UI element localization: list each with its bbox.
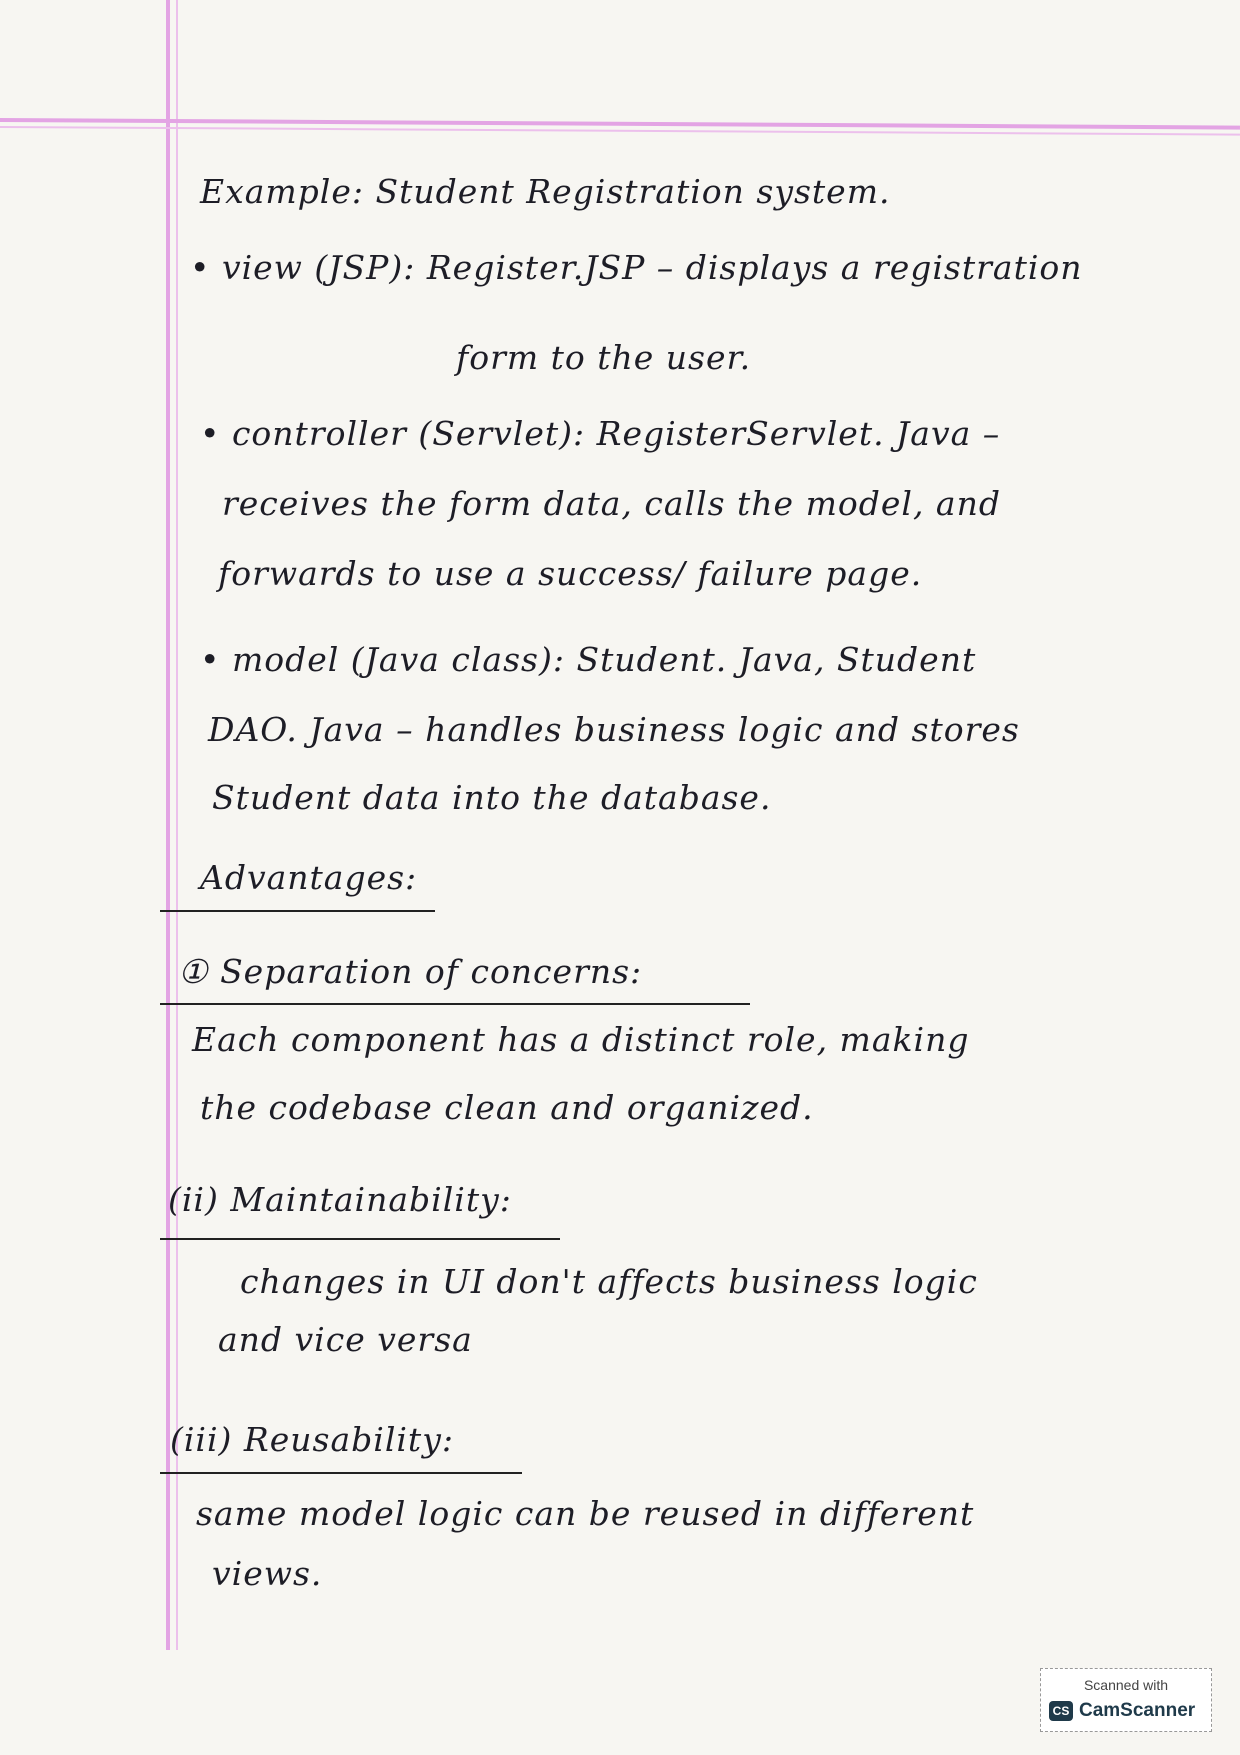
view-line-cont: form to the user. [456,338,752,377]
model-line-2: DAO. Java – handles business logic and stores [208,710,1020,749]
watermark-brand: CamScanner [1079,1700,1196,1721]
camscanner-watermark [1040,1668,1212,1732]
view-line: • view (JSP): Register.JSP – displays a registration [190,248,1083,287]
advantage-2-heading: (ii) Maintainability: [168,1180,512,1219]
advantage-3-line-2: views. [212,1554,323,1593]
margin-line-vertical-inner [176,0,178,1650]
advantage-3-underline [160,1472,522,1474]
advantage-1-heading: ① Separation of concerns: [178,952,643,991]
camscanner-logo-icon: CS [1049,1701,1073,1721]
controller-line-3: forwards to use a success/ failure page. [218,554,923,593]
example-title: Example: Student Registration system. [200,172,891,211]
margin-line-vertical [166,0,170,1650]
advantage-3-heading: (iii) Reusability: [170,1420,454,1459]
advantage-1-underline [160,1003,750,1005]
advantage-1-line-2: the codebase clean and organized. [200,1088,814,1127]
controller-line-2: receives the form data, calls the model, and [222,484,1001,523]
model-line-3: Student data into the database. [212,778,772,817]
advantage-2-underline [160,1238,560,1240]
advantage-3-line-1: same model logic can be reused in different [196,1494,975,1533]
watermark-caption: Scanned with [1083,1677,1169,1693]
advantages-heading: Advantages: [200,858,418,897]
model-line: • model (Java class): Student. Java, Student [200,640,977,679]
advantage-2-line-1: changes in UI don't affects business logic [240,1262,978,1301]
advantage-1-line-1: Each component has a distinct role, making [192,1020,970,1059]
controller-line: • controller (Servlet): RegisterServlet. Java – [200,414,1001,453]
advantage-2-line-2: and vice versa [218,1320,473,1359]
advantages-underline [160,910,435,912]
